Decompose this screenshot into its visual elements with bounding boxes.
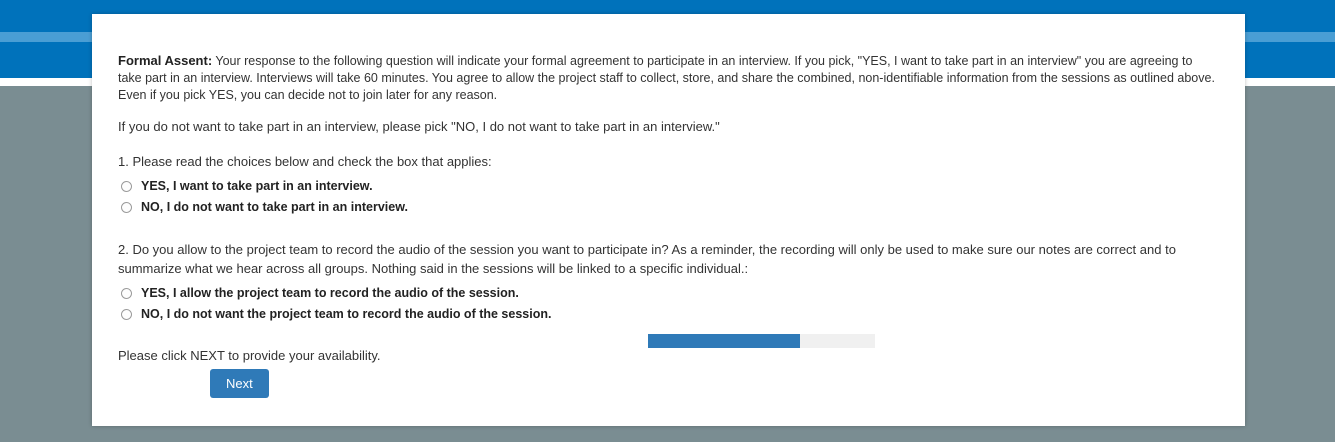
survey-progress-fill	[648, 334, 800, 348]
formal-assent-label: Formal Assent:	[118, 53, 213, 68]
decline-paragraph: If you do not want to take part in an interview, please pick "NO, I do not want to take part in an interview."	[118, 118, 720, 134]
radio-icon[interactable]	[121, 288, 132, 299]
formal-assent-body: Your response to the following question will indicate your formal agreement to participate in an interview. If you pick, "YES, I want to take part in an interview" you are agreeing to take part in an interview. Interviews will take 60 minutes. You agree to allow the project staff to collect, store, and share the combined, non-identifiable information from the sessions as outlined above. Even if you pick YES, you can decide not to join later for any reason.	[118, 54, 1215, 102]
survey-progress-bar	[648, 334, 875, 348]
radio-icon[interactable]	[121, 202, 132, 213]
formal-assent-paragraph	[118, 52, 1219, 104]
question-2-option-yes-label: YES, I allow the project team to record the audio of the session.	[141, 285, 519, 300]
click-next-instruction: Please click NEXT to provide your availability.	[118, 347, 381, 363]
question-1-option-yes[interactable]	[118, 179, 1219, 194]
survey-card	[92, 14, 1245, 426]
question-1-option-no-label: NO, I do not want to take part in an interview.	[141, 200, 408, 215]
question-1-text: 1. Please read the choices below and check the box that applies:	[118, 154, 492, 170]
question-2-text: 2. Do you allow to the project team to record the audio of the session you want to participate in? As a reminder, the recording will only be used to make sure our notes are correct and to summarize what we hear across all groups. Nothing said in the sessions will be linked to a specific individual.:	[118, 242, 1176, 276]
radio-icon[interactable]	[121, 309, 132, 320]
question-1-option-no[interactable]	[118, 200, 1219, 215]
next-button[interactable]: Next	[210, 369, 269, 398]
question-1-option-yes-label: YES, I want to take part in an interview.	[141, 179, 373, 194]
question-2-option-yes[interactable]	[118, 286, 1219, 301]
question-2-option-no-label: NO, I do not want the project team to record the audio of the session.	[141, 306, 552, 321]
radio-icon[interactable]	[121, 181, 132, 192]
question-2-option-no[interactable]	[118, 307, 1219, 322]
question-2-block	[118, 241, 1219, 321]
question-1-block	[118, 153, 1219, 215]
